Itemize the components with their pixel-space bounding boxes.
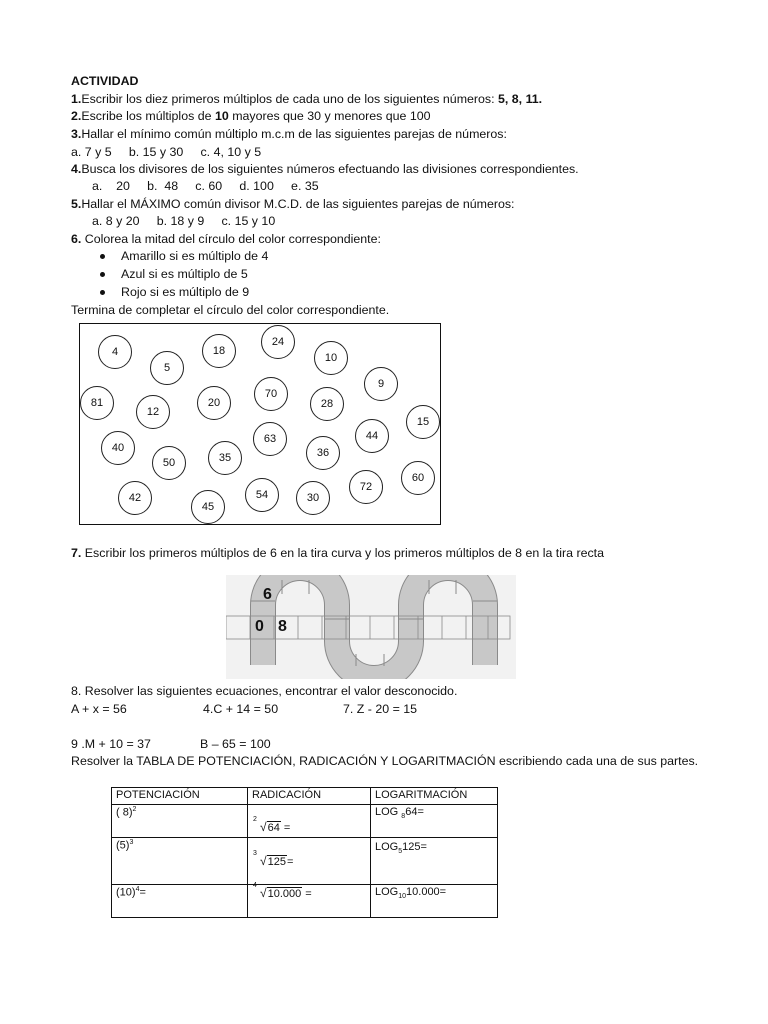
header-potenciacion: POTENCIACIÓN [112, 788, 248, 805]
bullet-icon [100, 290, 105, 295]
number-circle[interactable]: 50 [152, 446, 186, 480]
log-cell[interactable] [371, 838, 498, 885]
number-circle[interactable]: 60 [401, 461, 435, 495]
question-number: 1. [71, 92, 82, 106]
question-text-end: mayores que 30 y menores que 100 [228, 109, 431, 123]
bullet-yellow: Amarillo si es múltiplo de 4 [121, 249, 269, 263]
question-2 [71, 108, 431, 125]
number-circle[interactable]: 20 [197, 386, 231, 420]
question-4-options: a. 20 b. 48 c. 60 d. 100 e. 35 [92, 179, 319, 193]
number-circle[interactable]: 72 [349, 470, 383, 504]
question-text: Colorea la mitad del círculo del color correspondiente: [81, 232, 381, 246]
straight-strip-value: 0 [255, 618, 264, 635]
power-cell[interactable] [112, 838, 248, 885]
question-text: Busca los divisores de los siguientes números efectuando las divisiones correspondientes. [81, 162, 579, 176]
radicand: 125 [267, 856, 286, 868]
number-circle[interactable]: 24 [261, 325, 295, 359]
log-label: LOG [375, 841, 399, 853]
number-circle[interactable]: 4 [98, 335, 132, 369]
bullet-red: Rojo si es múltiplo de 9 [121, 285, 250, 299]
radicand: 10.000 [267, 888, 302, 900]
number-circle[interactable]: 63 [253, 422, 287, 456]
question-text: Escribir los primeros múltiplos de 6 en la tira curva y los primeros múltiplos de 8 en la tira recta [81, 546, 605, 560]
number-circle[interactable]: 54 [245, 478, 279, 512]
header-radicacion: RADICACIÓN [248, 788, 371, 805]
radical-icon: √ [260, 886, 267, 900]
equation-5: B – 65 = 100 [200, 737, 271, 751]
worksheet-title: ACTIVIDAD [71, 74, 139, 88]
question-number: 5. [71, 197, 82, 211]
root-suffix: = [280, 822, 291, 834]
table-row [112, 885, 498, 918]
root-cell[interactable] [248, 805, 371, 838]
power-base: (10) [116, 886, 136, 899]
question-text: Escribir los diez primeros múltiplos de cada uno de los siguientes números: [81, 92, 499, 106]
header-logaritmacion: LOGARITMACIÓN [371, 788, 498, 805]
power-exponent: 2 [132, 806, 137, 813]
number-circle[interactable]: 28 [310, 387, 344, 421]
question-6 [71, 231, 381, 248]
radical-icon: √ [260, 854, 267, 868]
number-circle[interactable]: 10 [314, 341, 348, 375]
root-index: 4 [253, 882, 257, 889]
log-label: LOG [375, 806, 402, 818]
question-number: 6. [71, 232, 82, 246]
question-1 [71, 91, 542, 108]
question-5 [71, 196, 515, 213]
question-3 [71, 126, 507, 143]
question-4 [71, 161, 579, 178]
number-circles-box [79, 323, 441, 525]
power-base: ( 8) [116, 806, 133, 819]
equation-4: 9 .M + 10 = 37 [71, 737, 151, 751]
equation-3: 7. Z - 20 = 15 [343, 702, 418, 716]
table-header-row [112, 788, 498, 805]
power-exponent: 4 [135, 886, 140, 893]
number-circle[interactable]: 44 [355, 419, 389, 453]
question-6-footer: Termina de completar el círculo del color correspondiente. [71, 303, 390, 317]
table-instructions: Resolver la TABLA DE POTENCIACIÓN, RADICACIÓN Y LOGARITMACIÓN escribiendo cada una de sus partes. [71, 754, 699, 768]
radical-icon: √ [260, 820, 267, 834]
bullet-icon [100, 272, 105, 277]
root-expression [252, 850, 287, 868]
equation-2: 4.C + 14 = 50 [203, 702, 279, 716]
number-circle[interactable]: 35 [208, 441, 242, 475]
root-expression [252, 816, 281, 834]
question-3-options: a. 7 y 5 b. 15 y 30 c. 4, 10 y 5 [71, 145, 262, 159]
question-text: Escribe los múltiplos de [81, 109, 215, 123]
question-8: 8. Resolver las siguientes ecuaciones, encontrar el valor desconocido. [71, 684, 458, 698]
log-argument: 10.000= [406, 886, 447, 898]
root-suffix: = [302, 888, 312, 900]
number-circle[interactable]: 70 [254, 377, 288, 411]
question-bold-numbers: 5, 8, 11. [498, 92, 543, 106]
log-cell[interactable] [371, 885, 498, 918]
question-bold-number: 10 [214, 109, 229, 123]
equation-1: A + x = 56 [71, 702, 127, 716]
straight-strip [226, 616, 510, 639]
number-circle[interactable]: 9 [364, 367, 398, 401]
number-circle[interactable]: 42 [118, 481, 152, 515]
question-5-options: a. 8 y 20 b. 18 y 9 c. 15 y 10 [92, 214, 276, 228]
number-circle[interactable]: 81 [80, 386, 114, 420]
bullet-blue: Azul si es múltiplo de 5 [121, 267, 248, 281]
bullet-icon [100, 254, 105, 259]
number-circle[interactable]: 30 [296, 481, 330, 515]
number-circle[interactable]: 18 [202, 334, 236, 368]
power-cell[interactable] [112, 805, 248, 838]
question-text: Hallar el mínimo común múltiplo m.c.m de las siguientes parejas de números: [81, 127, 507, 141]
number-circle[interactable]: 40 [101, 431, 135, 465]
log-base: 5 [398, 848, 403, 856]
question-number: 7. [71, 546, 82, 560]
question-number: 2. [71, 109, 82, 123]
power-base: (5) [116, 839, 130, 852]
log-argument: 64= [405, 806, 424, 818]
log-base: 8 [401, 813, 406, 821]
log-base: 10 [398, 893, 407, 901]
question-number: 4. [71, 162, 82, 176]
number-circle[interactable]: 36 [306, 436, 340, 470]
root-suffix: = [286, 856, 294, 868]
power-cell[interactable] [112, 885, 248, 918]
number-circle[interactable]: 12 [136, 395, 170, 429]
multiples-strip [226, 575, 516, 679]
log-cell[interactable] [371, 805, 498, 838]
root-cell[interactable] [248, 838, 371, 885]
question-text: Hallar el MÁXIMO común divisor M.C.D. de las siguientes parejas de números: [81, 197, 515, 211]
power-exponent: 3 [129, 839, 134, 846]
number-circle[interactable]: 5 [150, 351, 184, 385]
root-index: 2 [253, 816, 257, 823]
straight-strip-value: 8 [278, 618, 287, 635]
power-suffix: = [139, 886, 146, 899]
number-circle[interactable]: 45 [191, 490, 225, 524]
root-index: 3 [253, 850, 257, 857]
root-cell[interactable] [248, 882, 371, 918]
question-number: 3. [71, 127, 82, 141]
curve-strip-value: 6 [263, 586, 272, 603]
radicand: 64 [267, 822, 280, 834]
root-expression [252, 882, 302, 900]
log-label: LOG [375, 886, 399, 898]
number-circle[interactable]: 15 [406, 405, 440, 439]
question-7 [71, 545, 604, 562]
table-row [112, 805, 498, 838]
log-argument: 125= [402, 841, 427, 853]
table-row [112, 838, 498, 885]
powers-roots-logs-table [111, 787, 498, 918]
